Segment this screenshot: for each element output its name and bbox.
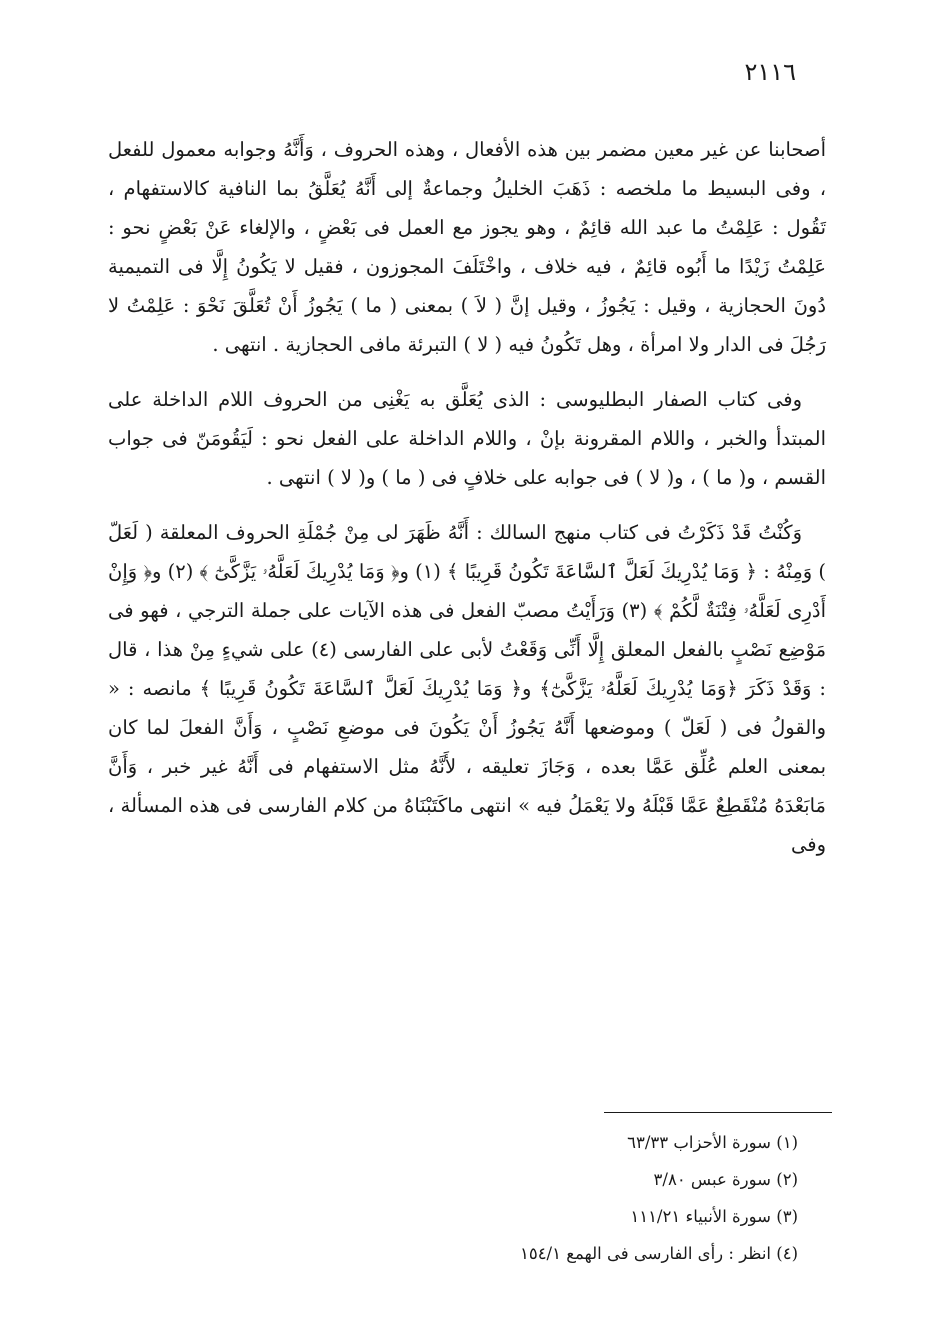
footnote-4: (٤) انظر : رأى الفارسى فى الهمع ١٥٤/١ [519, 1244, 798, 1263]
main-text [108, 130, 826, 864]
footnote-2: (٢) سورة عبس ٣/٨٠ [653, 1170, 798, 1189]
paragraph-2: وفى كتاب الصفار البطليوسى : الذى يُعَلَّق به يَغْنِى من الحروف اللام الداخلة على المبتدأ والخبر ، واللام المقرونة بإنْ ، واللام الداخلة على الفعل نحو : لَيَقُومَنّ فى جواب القسم ، و( ما ) ، و( لا ) فى جوابه على خلافٍ فى ( ما ) و( لا ) انتهى . [108, 388, 826, 489]
footnote-separator [604, 1112, 832, 1113]
paragraph-1: أصحابنا عن غير معين مضمر بين هذه الأفعال ، وهذه الحروف ، وَأَنَّهُ وجوابه معمول للفعل ، وفى البسيط ما ملخصه : ذَهَبَ الخليلُ وجماعةٌ إلى أَنَّهُ يُعَلَّقُ بما النافية كالاستفهام ، تَقُول : عَلِمْتُ ما عبد الله قائِمٌ ، وهو يجوز مع العمل فى بَعْضٍ ، والإلغاء عَنْ بَعْضٍ نحو : عَلِمْتُ زَيْدًا ما أَبُوه قائِمٌ ، فيه خلاف ، واخْتَلَفَ المجوزون ، فقيل لا يَكُونُ إِلَّا فى التميمية دُونَ الحجازية ، وقيل : يَجُوزُ ، وقيل إنَّ ( لاَ ) بمعنى ( ما ) يَجُوزُ أَنْ تُعَلَّقَ نَحْوَ : عَلِمْتُ لا رَجُلَ فى الدار ولا امرأة ، وهل تَكُونُ فيه ( لا ) التبرئة مافى الحجازية . انتهى . [108, 138, 826, 356]
page-number: ٢١١٦ [744, 58, 796, 86]
paragraph-3: وَكُنْتُ قَدْ ذَكَرْتُ فى كتاب منهج السالك : أَنَّهُ ظَهَرَ لى مِنْ جُمْلَةِ الحروف المعلقة ( لَعَلّ ) وَمِنْهُ : ﴿ وَمَا يُدْرِيكَ لَعَلَّ ٱلسَّاعَةَ تَكُونُ قَرِيبًا ﴾ (١) و﴿ وَمَا يُدْرِيكَ لَعَلَّهُۥ يَزَّكَّىٰٓ ﴾ (٢) و﴿ وَإِنْ أَدْرِى لَعَلَّهُۥ فِتْنَةٌ لَّكُمْ ﴾ (٣) وَرَأَيْتُ مصبّ الفعل فى هذه الآيات على جملة الترجي ، فهو فى مَوْضِع نَصْبٍ بالفعل المعلق إِلَّا أَنِّى وَقَعْتُ لأبى على الفارسى (٤) على شيءٍ مِنْ هذا ، قال : وَقَدْ ذَكَرَ ﴿وَمَا يُدْرِيكَ لَعَلَّهُۥ يَزَّكَّىٰٓ﴾ و﴿ وَمَا يُدْرِيكَ لَعَلَّ ٱلسَّاعَةَ تَكُونُ قَرِيبًا ﴾ مانصه : « والقولُ فى ( لَعَلّ ) وموضعها أَنَّهُ يَجُوزُ أَنْ يَكُونَ فى موضعِ نَصْبٍ ، وَأَنَّ الفعلَ لما كان بمعنى العلم عُلِّق عَمَّا بعده ، وَجَازَ تعليقه ، لأَنَّهُ مثل الاستفهام فى أَنَّهُ غير خبر ، وَأَنَّ مَابَعْدَهُ مُنْقَطِعٌ عَمَّا قَبْلَهُ ولا يَعْمَلُ فيه » انتهى ماكَتَبْنَاهُ من كلام الفارسى فى هذه المسألة ، وفى [108, 521, 827, 856]
footnote-3: (٣) سورة الأنبياء ١١١/٢١ [630, 1207, 798, 1226]
footnotes [378, 1124, 798, 1272]
footnote-1: (١) سورة الأحزاب ٦٣/٣٣ [627, 1133, 798, 1152]
